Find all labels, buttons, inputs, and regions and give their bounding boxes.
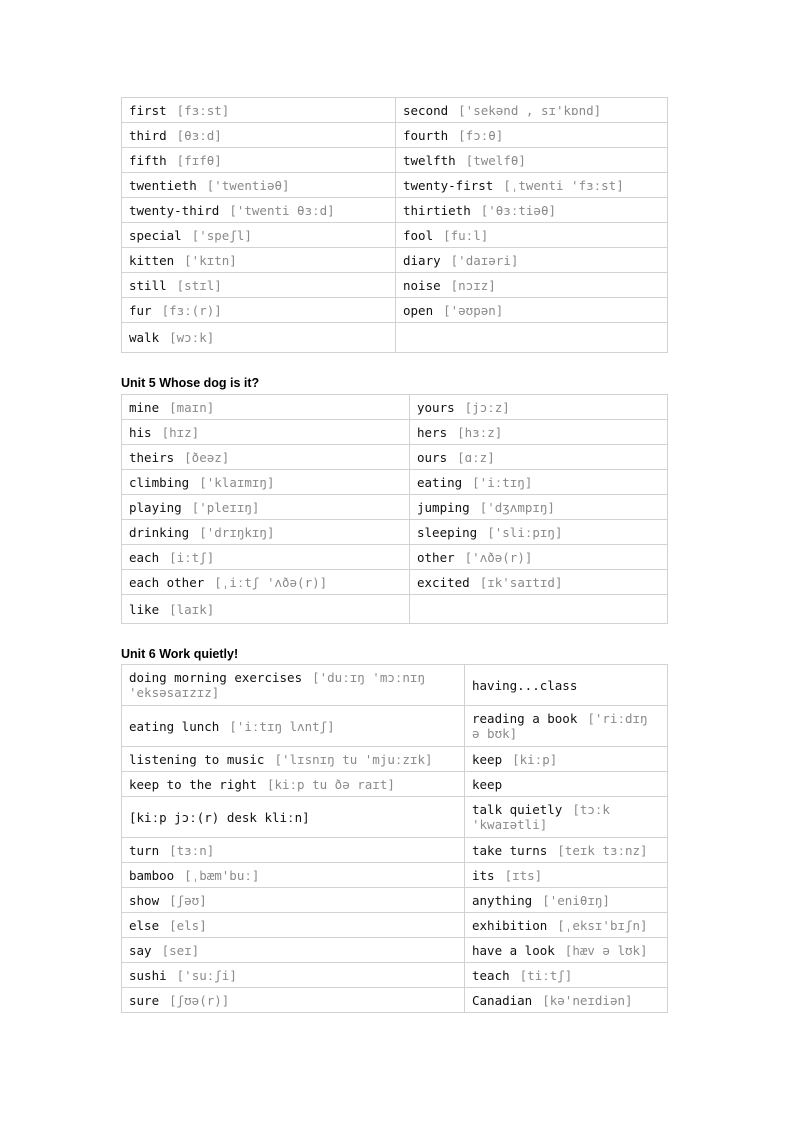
word: mine bbox=[129, 399, 160, 415]
phonetic: [laɪk] bbox=[169, 601, 215, 617]
table-row bbox=[122, 298, 668, 323]
word: sushi bbox=[129, 967, 167, 983]
word: each other bbox=[129, 574, 205, 590]
vocab-table-unit6 bbox=[121, 664, 668, 1013]
phonetic: [ɪts] bbox=[504, 867, 543, 883]
table-row bbox=[122, 938, 668, 963]
phonetic: [kiːp] bbox=[512, 751, 558, 767]
vocab-cell bbox=[396, 248, 668, 273]
word: sleeping bbox=[417, 524, 478, 540]
vocab-cell bbox=[122, 495, 410, 520]
phonetic: [ðeəz] bbox=[184, 449, 230, 465]
phonetic: ['duːɪŋ 'mɔːnɪŋ 'eksəsaɪzɪz] bbox=[129, 670, 425, 700]
vocab-cell bbox=[410, 470, 668, 495]
vocab-cell bbox=[465, 963, 668, 988]
vocab-cell bbox=[465, 888, 668, 913]
word: like bbox=[129, 601, 160, 617]
vocab-cell bbox=[410, 570, 668, 595]
word: keep bbox=[472, 776, 503, 792]
word: yours bbox=[417, 399, 455, 415]
phonetic: [ɑːz] bbox=[457, 449, 495, 465]
word: have a look bbox=[472, 942, 555, 958]
table-row bbox=[122, 395, 668, 420]
table-row bbox=[122, 520, 668, 545]
table-row bbox=[122, 570, 668, 595]
vocab-cell bbox=[410, 420, 668, 445]
unit5-heading: Unit 5 Whose dog is it? bbox=[121, 376, 260, 390]
phonetic: ['θɜːtiəθ] bbox=[480, 202, 556, 218]
word: turn bbox=[129, 842, 160, 858]
word: keep to the right bbox=[129, 776, 257, 792]
vocab-cell bbox=[122, 470, 410, 495]
word: twentieth bbox=[129, 177, 197, 193]
vocab-cell bbox=[122, 706, 465, 747]
phonetic: [fuːl] bbox=[443, 227, 489, 243]
vocab-cell bbox=[410, 495, 668, 520]
vocab-cell bbox=[122, 888, 465, 913]
phonetic: [teɪk tɜːnz] bbox=[557, 842, 648, 858]
vocab-cell bbox=[122, 123, 396, 148]
phonetic: [stɪl] bbox=[176, 277, 222, 293]
vocab-cell bbox=[122, 273, 396, 298]
phonetic: ['lɪsnɪŋ tu 'mjuːzɪk] bbox=[274, 751, 433, 767]
phonetic: [ˌtwenti 'fɜːst] bbox=[503, 177, 624, 193]
word: fourth bbox=[403, 127, 449, 143]
table-row bbox=[122, 420, 668, 445]
phonetic: ['sekənd , sɪ'kɒnd] bbox=[458, 102, 602, 118]
table-row bbox=[122, 173, 668, 198]
table-row bbox=[122, 797, 668, 838]
phonetic: [ˌiːtʃ 'ʌðə(r)] bbox=[214, 574, 328, 590]
phonetic: ['klaɪmɪŋ] bbox=[199, 474, 275, 490]
vocab-cell bbox=[122, 863, 465, 888]
vocab-cell bbox=[122, 747, 465, 772]
word: show bbox=[129, 892, 160, 908]
vocab-cell bbox=[396, 148, 668, 173]
word: jumping bbox=[417, 499, 470, 515]
phonetic: ['iːtɪŋ lʌntʃ] bbox=[229, 718, 335, 734]
word: teach bbox=[472, 967, 510, 983]
table-row bbox=[122, 223, 668, 248]
word: take turns bbox=[472, 842, 548, 858]
table-row bbox=[122, 123, 668, 148]
phonetic: [ɪk'saɪtɪd] bbox=[479, 574, 563, 590]
phonetic: ['eniθɪŋ] bbox=[542, 892, 610, 908]
vocab-cell bbox=[465, 913, 668, 938]
word: second bbox=[403, 102, 449, 118]
phonetic: [kə'neɪdiən] bbox=[542, 992, 633, 1008]
word: keep bbox=[472, 751, 503, 767]
vocab-cell bbox=[410, 445, 668, 470]
vocab-cell bbox=[465, 747, 668, 772]
vocab-cell bbox=[410, 545, 668, 570]
vocab-table-unit5 bbox=[121, 394, 668, 624]
table-row bbox=[122, 98, 668, 123]
unit6-heading: Unit 6 Work quietly! bbox=[121, 647, 239, 661]
vocab-cell bbox=[122, 223, 396, 248]
phonetic: ['iːtɪŋ] bbox=[472, 474, 533, 490]
table-row bbox=[122, 595, 668, 624]
vocab-cell bbox=[122, 595, 410, 624]
vocab-cell bbox=[465, 772, 668, 797]
table-row bbox=[122, 273, 668, 298]
phonetic: ['ʌðə(r)] bbox=[464, 549, 533, 565]
word: noise bbox=[403, 277, 441, 293]
phonetic: ['twenti θɜːd] bbox=[229, 202, 335, 218]
word: doing morning exercises bbox=[129, 670, 303, 685]
empty-cell bbox=[396, 323, 668, 353]
phonetic: [ʃʊə(r)] bbox=[169, 992, 230, 1008]
word: sure bbox=[129, 992, 160, 1008]
vocab-cell bbox=[122, 198, 396, 223]
phonetic: [twelfθ] bbox=[465, 152, 526, 168]
phonetic: [jɔːz] bbox=[464, 399, 510, 415]
phonetic: [kiːp tu ðə raɪt] bbox=[266, 776, 395, 792]
phonetic: [hɜːz] bbox=[457, 424, 503, 440]
word: climbing bbox=[129, 474, 190, 490]
word: else bbox=[129, 917, 160, 933]
word: diary bbox=[403, 252, 441, 268]
table-row bbox=[122, 248, 668, 273]
phonetic: [fɜːst] bbox=[176, 102, 230, 118]
phonetic: ['speʃl] bbox=[191, 227, 252, 243]
table-row bbox=[122, 913, 668, 938]
phonetic: ['twentiəθ] bbox=[206, 177, 290, 193]
phonetic: [tɜːn] bbox=[169, 842, 215, 858]
table-row bbox=[122, 470, 668, 495]
word: twelfth bbox=[403, 152, 456, 168]
vocab-cell bbox=[465, 797, 668, 838]
word: excited bbox=[417, 574, 470, 590]
vocab-cell bbox=[396, 273, 668, 298]
phonetic: ['əʊpən] bbox=[443, 302, 504, 318]
phonetic: ['sliːpɪŋ] bbox=[487, 524, 563, 540]
vocab-cell bbox=[122, 545, 410, 570]
phonetic: [nɔɪz] bbox=[450, 277, 496, 293]
phonetic: [hæv ə lʊk] bbox=[564, 942, 648, 958]
vocab-cell bbox=[396, 123, 668, 148]
word: theirs bbox=[129, 449, 175, 465]
phonetic: ['daɪəri] bbox=[450, 252, 519, 268]
phonetic: ['kɪtn] bbox=[184, 252, 237, 268]
vocab-cell bbox=[122, 520, 410, 545]
word: ours bbox=[417, 449, 448, 465]
vocab-cell bbox=[396, 173, 668, 198]
vocab-cell bbox=[396, 98, 668, 123]
word: its bbox=[472, 867, 495, 883]
word: anything bbox=[472, 892, 533, 908]
phonetic: [ʃəʊ] bbox=[169, 892, 207, 908]
word: each bbox=[129, 549, 160, 565]
word: special bbox=[129, 227, 182, 243]
vocab-cell bbox=[465, 988, 668, 1013]
phonetic: [iːtʃ] bbox=[169, 549, 215, 565]
vocab-cell bbox=[122, 838, 465, 863]
phonetic: [hɪz] bbox=[161, 424, 200, 440]
phonetic: [wɔːk] bbox=[169, 330, 215, 345]
vocab-cell bbox=[465, 838, 668, 863]
table-row bbox=[122, 888, 668, 913]
table-row bbox=[122, 323, 668, 353]
vocab-cell bbox=[465, 706, 668, 747]
word: listening to music bbox=[129, 751, 265, 767]
word: fifth bbox=[129, 152, 167, 168]
word: having...class bbox=[472, 677, 578, 693]
word: fool bbox=[403, 227, 434, 243]
table-row bbox=[122, 148, 668, 173]
phonetic: ['riːdɪŋ ə bʊk] bbox=[472, 711, 648, 741]
word: talk quietly bbox=[472, 802, 563, 817]
table-row bbox=[122, 495, 668, 520]
word: bamboo bbox=[129, 867, 175, 883]
phonetic: [ˌeksɪ'bɪʃn] bbox=[557, 917, 648, 933]
phonetic: [tiːtʃ] bbox=[519, 967, 573, 983]
vocab-cell bbox=[122, 772, 465, 797]
word: twenty-third bbox=[129, 202, 220, 218]
word: his bbox=[129, 424, 152, 440]
vocab-cell bbox=[122, 963, 465, 988]
table-row bbox=[122, 665, 668, 706]
phonetic: [ˌbæm'buː] bbox=[184, 867, 260, 883]
vocab-cell bbox=[396, 223, 668, 248]
vocab-cell bbox=[410, 395, 668, 420]
table-row bbox=[122, 772, 668, 797]
vocab-cell bbox=[122, 323, 396, 353]
vocab-cell bbox=[122, 445, 410, 470]
word: [kiːp jɔː(r) desk kliːn] bbox=[129, 809, 310, 825]
table-row bbox=[122, 545, 668, 570]
word: third bbox=[129, 127, 167, 143]
word: twenty-first bbox=[403, 177, 494, 193]
table-row bbox=[122, 863, 668, 888]
table-row bbox=[122, 747, 668, 772]
word: Canadian bbox=[472, 992, 533, 1008]
vocab-cell bbox=[122, 570, 410, 595]
word: fur bbox=[129, 302, 152, 318]
word: still bbox=[129, 277, 167, 293]
vocab-cell bbox=[122, 298, 396, 323]
phonetic: ['suːʃi] bbox=[176, 967, 237, 983]
vocab-cell bbox=[396, 198, 668, 223]
word: other bbox=[417, 549, 455, 565]
vocab-cell bbox=[465, 938, 668, 963]
table-row bbox=[122, 963, 668, 988]
word: playing bbox=[129, 499, 182, 515]
word: drinking bbox=[129, 524, 190, 540]
table-row bbox=[122, 445, 668, 470]
word: say bbox=[129, 942, 152, 958]
vocab-cell bbox=[396, 298, 668, 323]
phonetic: [seɪ] bbox=[161, 942, 200, 958]
vocab-cell bbox=[122, 988, 465, 1013]
vocab-cell bbox=[122, 420, 410, 445]
vocab-cell bbox=[122, 98, 396, 123]
vocab-cell bbox=[122, 913, 465, 938]
phonetic: [fɪfθ] bbox=[176, 152, 222, 168]
phonetic: [els] bbox=[169, 917, 207, 933]
empty-cell bbox=[410, 595, 668, 624]
phonetic: [fɜː(r)] bbox=[161, 302, 222, 318]
vocab-table-unit4 bbox=[121, 97, 668, 353]
phonetic: [maɪn] bbox=[169, 399, 215, 415]
word: open bbox=[403, 302, 434, 318]
phonetic: ['dʒʌmpɪŋ] bbox=[479, 499, 555, 515]
phonetic: ['pleɪɪŋ] bbox=[191, 499, 260, 515]
word: thirtieth bbox=[403, 202, 471, 218]
word: reading a book bbox=[472, 711, 578, 726]
vocab-cell bbox=[122, 938, 465, 963]
phonetic: [tɔːk 'kwaɪətli] bbox=[472, 802, 610, 832]
vocab-cell bbox=[122, 173, 396, 198]
phonetic: ['drɪŋkɪŋ] bbox=[199, 524, 275, 540]
phonetic: [θɜːd] bbox=[176, 127, 222, 143]
vocab-cell bbox=[122, 665, 465, 706]
phonetic: [fɔːθ] bbox=[458, 127, 504, 143]
vocab-cell bbox=[410, 520, 668, 545]
vocab-cell bbox=[122, 248, 396, 273]
table-row bbox=[122, 988, 668, 1013]
table-row bbox=[122, 706, 668, 747]
word: exhibition bbox=[472, 917, 548, 933]
table-row bbox=[122, 838, 668, 863]
word: kitten bbox=[129, 252, 175, 268]
word: hers bbox=[417, 424, 448, 440]
vocab-cell bbox=[122, 395, 410, 420]
vocab-cell bbox=[122, 148, 396, 173]
word: first bbox=[129, 102, 167, 118]
vocab-cell bbox=[465, 665, 668, 706]
word: eating lunch bbox=[129, 718, 220, 734]
word: walk bbox=[129, 330, 160, 345]
vocab-cell bbox=[465, 863, 668, 888]
word: eating bbox=[417, 474, 463, 490]
table-row bbox=[122, 198, 668, 223]
vocab-cell bbox=[122, 797, 465, 838]
